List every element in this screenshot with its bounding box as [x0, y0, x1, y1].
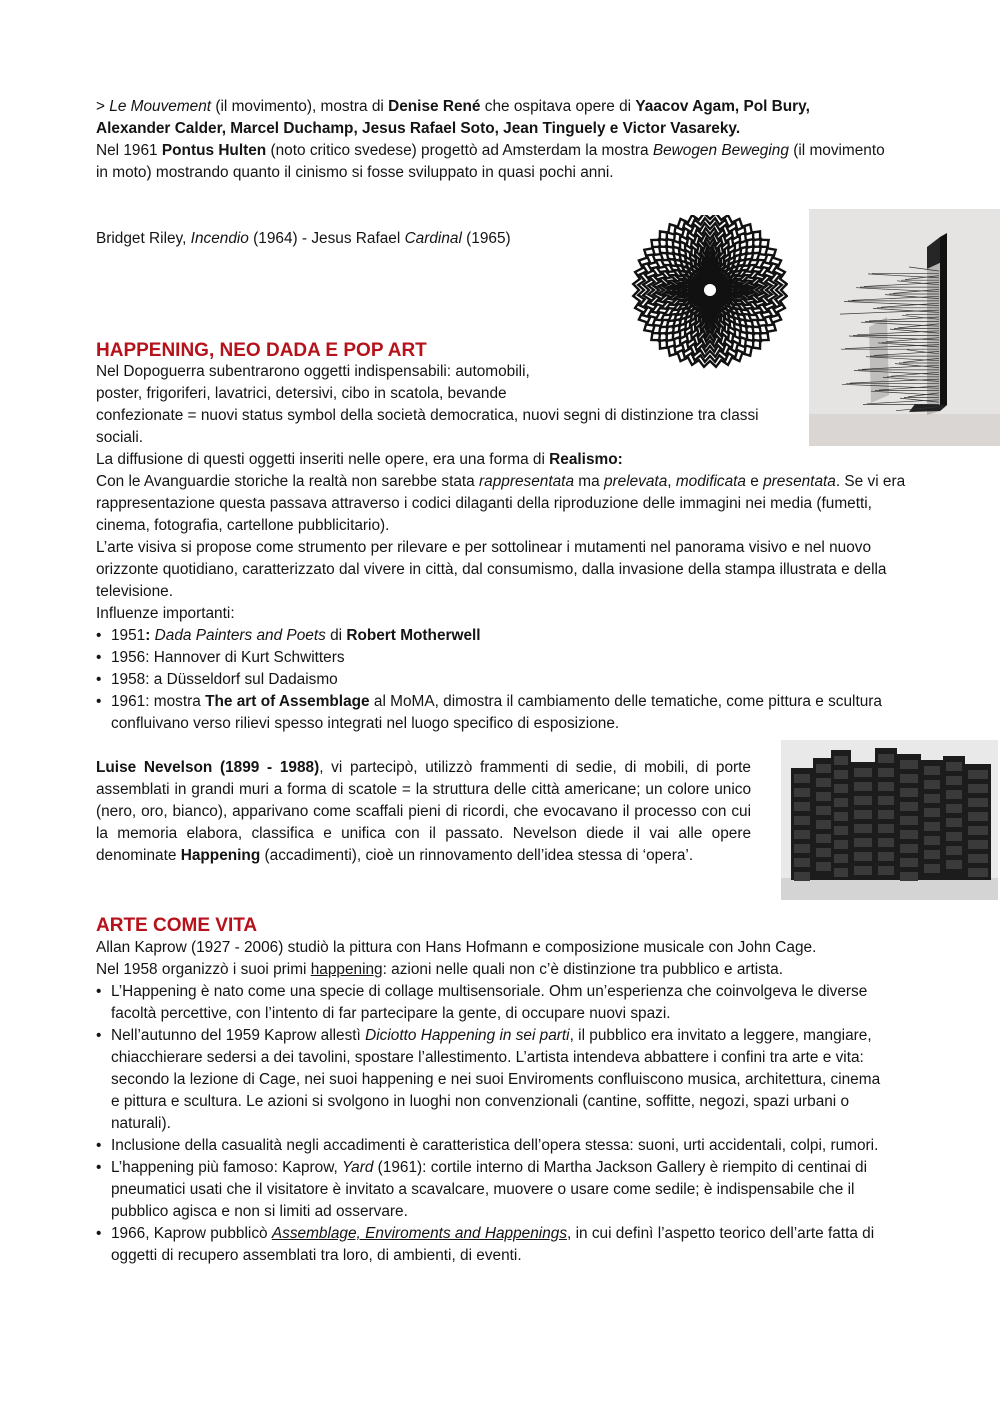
- nevelson-cell: [834, 826, 848, 835]
- riley-incendio-artwork: [628, 215, 788, 372]
- nevelson-cell: [968, 854, 988, 863]
- text-run: confezionate = nuovi status symbol della società democratica, nuovi segni di distinzione tra classi sociali.: [96, 407, 759, 446]
- text-run: (il movimento in moto) mostrando quanto il cinismo si fosse sviluppato in quasi pochi anni.: [96, 142, 885, 181]
- nevelson-cell: [854, 810, 872, 819]
- nevelson-cell: [946, 776, 962, 785]
- section1-paragraph-3: [96, 471, 906, 537]
- text-run: Bridget Riley,: [96, 230, 191, 247]
- text-run: Realismo:: [549, 451, 623, 468]
- nevelson-cell: [816, 764, 832, 773]
- nevelson-cell: [834, 812, 848, 821]
- influences-list: [96, 625, 896, 735]
- nevelson-cell: [924, 822, 940, 831]
- nevelson-cell: [946, 832, 962, 841]
- text-run: Nell’autunno del 1959 Kaprow allestì: [111, 1027, 366, 1044]
- happening-item: [96, 1135, 891, 1157]
- nevelson-cell: [900, 844, 918, 853]
- heading-happening-neo-dada-pop-art: HAPPENING, NEO DADA E POP ART: [96, 340, 427, 361]
- intro-line-2: [96, 118, 896, 140]
- nevelson-cell: [794, 830, 810, 839]
- nevelson-cell: [900, 802, 918, 811]
- happening-item: [96, 981, 891, 1025]
- text-run: L’Happening è nato come una specie di collage multisensoriale. Ohm un’esperienza che coinvolgeva le diverse facoltà percettive, con l’intento di far partecipare la gente, di occupare nuovi spazi.: [111, 983, 868, 1022]
- text-run: 1951: [111, 627, 146, 644]
- text-run: Incendio: [190, 230, 249, 247]
- nevelson-cell: [834, 784, 848, 793]
- nevelson-cell: [834, 770, 848, 779]
- text-run: Happening: [180, 847, 261, 864]
- nevelson-cell: [878, 810, 894, 819]
- text-run: 1966, Kaprow pubblicò: [111, 1225, 272, 1242]
- nevelson-cell: [946, 846, 962, 855]
- nevelson-cell: [854, 768, 872, 777]
- nevelson-cell: [878, 824, 894, 833]
- text-run: Dada Painters and Poets: [154, 627, 326, 644]
- text-run: al MoMA, dimostra il cambiamento delle tematiche, come pittura e scultura confluivano verso rilievi spesso integrati nel luogo specifico di esposizione.: [111, 693, 882, 732]
- soto-cardinal-artwork: [809, 209, 1000, 446]
- kaprow-paragraph-2: [96, 959, 906, 981]
- nevelson-cell: [816, 848, 832, 857]
- nevelson-column: [921, 760, 943, 880]
- nevelson-cell: [924, 808, 940, 817]
- text-run: Assemblage, Enviroments and Happenings: [271, 1225, 568, 1242]
- text-run: :: [145, 627, 151, 644]
- intro-line-1: [96, 96, 896, 118]
- nevelson-cell: [968, 826, 988, 835]
- text-run: (noto critico svedese) progettò ad Amsterdam la mostra: [266, 142, 653, 159]
- text-run: Con le Avanguardie storiche la realtà non sarebbe stata: [96, 473, 480, 490]
- text-run: Nel Dopoguerra subentrarono oggetti indispensabili: automobili,: [96, 363, 530, 380]
- nevelson-cell: [924, 766, 940, 775]
- text-run: Allan Kaprow (1927 - 2006) studiò la pittura con Hans Hofmann e composizione musicale con John Cage.: [96, 939, 817, 956]
- nevelson-cell: [900, 816, 918, 825]
- nevelson-column: [851, 762, 875, 880]
- nevelson-cell: [946, 762, 962, 771]
- text-run: Yaacov Agam, Pol Bury,: [635, 98, 810, 115]
- nevelson-cell: [924, 780, 940, 789]
- hulten-paragraph: [96, 140, 886, 184]
- text-run: Nel 1961: [96, 142, 162, 159]
- text-run: : azioni nelle quali non c’è distinzione tra pubblico e artista.: [382, 961, 784, 978]
- happening-item: [96, 1157, 891, 1223]
- text-run: Pontus Hulten: [161, 142, 267, 159]
- kaprow-paragraph-1: [96, 937, 906, 959]
- happening-item: [96, 1025, 891, 1135]
- nevelson-cell: [834, 798, 848, 807]
- text-run: Diciotto Happening in sei parti: [365, 1027, 570, 1044]
- section1-paragraph-1a: [96, 361, 616, 383]
- text-run: ,: [667, 473, 676, 490]
- nevelson-cell: [968, 812, 988, 821]
- nevelson-cell: [816, 834, 832, 843]
- text-run: Yard: [342, 1159, 374, 1176]
- nevelson-cell: [968, 798, 988, 807]
- nevelson-cell: [946, 790, 962, 799]
- text-run: Cardinal: [404, 230, 462, 247]
- influence-item: [96, 625, 896, 647]
- nevelson-cell: [854, 866, 872, 875]
- nevelson-cell: [794, 774, 810, 783]
- text-run: poster, frigoriferi, lavatrici, detersivi, cibo in scatola, bevande: [96, 385, 507, 402]
- text-run: 1961: mostra: [111, 693, 206, 710]
- nevelson-cell: [878, 782, 894, 791]
- text-run: Inclusione della casualità negli accadimenti è caratteristica dell’opera stessa: suoni, urti accidentali, colpi, rumori.: [111, 1137, 879, 1154]
- nevelson-cell: [854, 824, 872, 833]
- nevelson-cell: [834, 868, 848, 877]
- text-run: e: [746, 473, 764, 490]
- nevelson-cell: [854, 796, 872, 805]
- nevelson-cell: [924, 836, 940, 845]
- nevelson-cell: [946, 860, 962, 869]
- text-run: , vi partecipò, utilizzò frammenti di sedie, di mobili, di porte assemblati in grandi muri a forma di scatole = la struttura delle città americane; un colore unico (nero, oro, bianco), apparivano come scaffali pieni di ricordi, che evocavano il processo con cui la memoria elabora, classifica e unifica con il passato. Nevelson diede il vai alle opere denominate: [96, 759, 751, 864]
- soto-cardinal-image: [809, 209, 1000, 446]
- nevelson-cell: [878, 866, 894, 875]
- nevelson-cell: [968, 770, 988, 779]
- image-caption: [96, 228, 596, 250]
- nevelson-paragraph: [96, 757, 751, 867]
- text-run: Robert Motherwell: [346, 627, 481, 644]
- nevelson-assemblage-artwork: [781, 740, 998, 900]
- text-run: La diffusione di questi oggetti inseriti nelle opere, era una forma di: [96, 451, 550, 468]
- section1-paragraph-1b: [96, 383, 616, 405]
- text-run: The art of Assemblage: [205, 693, 370, 710]
- nevelson-cell: [924, 864, 940, 873]
- nevelson-cell: [834, 756, 848, 765]
- text-run: Influenze importanti:: [96, 605, 235, 622]
- text-run: happening: [310, 961, 383, 978]
- section1-paragraph-1c: [96, 405, 796, 449]
- nevelson-cell: [900, 872, 918, 881]
- nevelson-cell: [878, 754, 894, 763]
- nevelson-cell: [968, 868, 988, 877]
- text-run: Alexander Calder, Marcel Duchamp, Jesus Rafael Soto, Jean Tinguely e Victor Vasareky.: [96, 120, 741, 137]
- section1-paragraph-4: [96, 537, 906, 603]
- nevelson-cell: [900, 760, 918, 769]
- nevelson-cell: [794, 844, 810, 853]
- text-run: . Se vi era rappresentazione questa passava attraverso i codici dilaganti della riproduzione delle immagini nei media (fumetti, cinema, fotografia, cartellone pubblicitario).: [96, 473, 906, 534]
- nevelson-cell: [924, 794, 940, 803]
- happening-item: [96, 1223, 891, 1267]
- text-run: L’happening più famoso: Kaprow,: [111, 1159, 343, 1176]
- text-run: Luise Nevelson (1899 - 1988): [96, 759, 320, 776]
- nevelson-cell: [968, 784, 988, 793]
- nevelson-cell: [794, 802, 810, 811]
- nevelson-cell: [878, 768, 894, 777]
- nevelson-cell: [900, 858, 918, 867]
- text-run: prelevata: [603, 473, 668, 490]
- nevelson-cell: [924, 850, 940, 859]
- nevelson-cell: [900, 774, 918, 783]
- text-run: 1958: a Düsseldorf sul Dadaismo: [111, 671, 338, 688]
- nevelson-cell: [816, 820, 832, 829]
- text-run: ma: [574, 473, 604, 490]
- text-run: 1956: Hannover di Kurt Schwitters: [111, 649, 345, 666]
- nevelson-cell: [794, 872, 810, 881]
- text-run: Denise René: [388, 98, 481, 115]
- text-run: Le Mouvement: [109, 98, 212, 115]
- text-run: (1964) - Jesus Rafael: [248, 230, 405, 247]
- text-run: >: [96, 98, 110, 115]
- nevelson-cell: [794, 816, 810, 825]
- text-run: modificata: [675, 473, 746, 490]
- nevelson-cell: [854, 782, 872, 791]
- nevelson-cell: [854, 838, 872, 847]
- nevelson-cell: [794, 858, 810, 867]
- text-run: (1961): cortile interno di Martha Jackson Gallery è riempito di centinai di pneumatici usati che il visitatore è invitato a scavalcare, muovere o usare come sedile; è indispensabile che il pubblico agisca e non si limiti ad osservare.: [111, 1159, 867, 1220]
- influence-item: [96, 647, 896, 669]
- nevelson-cell: [816, 792, 832, 801]
- nevelson-cell: [794, 788, 810, 797]
- text-run: rappresentata: [479, 473, 575, 490]
- section1-paragraph-2: [96, 449, 896, 471]
- nevelson-cell: [816, 778, 832, 787]
- text-run: L’arte visiva si propose come strumento per rilevare e per sottolinear i mutamenti nel panorama visivo e nel nuovo orizzonte quotidiano, caratterizzato dal vivere in città, dal consumismo, dalla invasione della stampa illustrata e della televisione.: [96, 539, 887, 600]
- nevelson-cell: [816, 862, 832, 871]
- text-run: presentata: [763, 473, 836, 490]
- influence-item: [96, 691, 896, 735]
- nevelson-cell: [878, 796, 894, 805]
- text-run: che ospitava opere di: [480, 98, 636, 115]
- influence-item: [96, 669, 896, 691]
- section1-paragraph-5: [96, 603, 896, 625]
- heading-arte-come-vita: ARTE COME VITA: [96, 915, 258, 936]
- nevelson-cell: [946, 818, 962, 827]
- nevelson-cell: [968, 840, 988, 849]
- text-run: (1965): [461, 230, 511, 247]
- nevelson-assemblage-image: [781, 740, 998, 900]
- nevelson-cell: [816, 806, 832, 815]
- text-run: (il movimento), mostra di: [211, 98, 389, 115]
- text-run: di: [325, 627, 347, 644]
- text-run: , in cui definì l’aspetto teorico dell’arte fatta di oggetti di recupero assemblati tra loro, di ambienti, di eventi.: [111, 1225, 875, 1264]
- nevelson-cell: [878, 852, 894, 861]
- nevelson-cell: [900, 830, 918, 839]
- nevelson-cell: [946, 804, 962, 813]
- text-run: Nel 1958 organizzò i suoi primi: [96, 961, 311, 978]
- text-run: , il pubblico era invitato a leggere, mangiare, chiacchierare sedersi a dei tavolini, spostare l’allestimento. L’artista intendeva abbattere i confini tra arte e vita: secondo la lezione di Cage, nei suoi happening e nei suoi Enviroments confluiscono musica, architettura, cinema e pittura e scultura. Le azioni si svolgono in luoghi non convenzionali (cantine, soffitte, negozi, spazi urbani o naturali).: [111, 1027, 881, 1132]
- riley-incendio-image: [628, 215, 788, 372]
- text-run: (accadimenti), cioè un rinnovamento dell’idea stessa di ‘opera’.: [260, 847, 694, 864]
- nevelson-cell: [834, 854, 848, 863]
- happening-list: [96, 981, 891, 1267]
- text-run: Bewogen Beweging: [652, 142, 789, 159]
- nevelson-cell: [900, 788, 918, 797]
- nevelson-cell: [854, 852, 872, 861]
- nevelson-cell: [878, 838, 894, 847]
- nevelson-cell: [834, 840, 848, 849]
